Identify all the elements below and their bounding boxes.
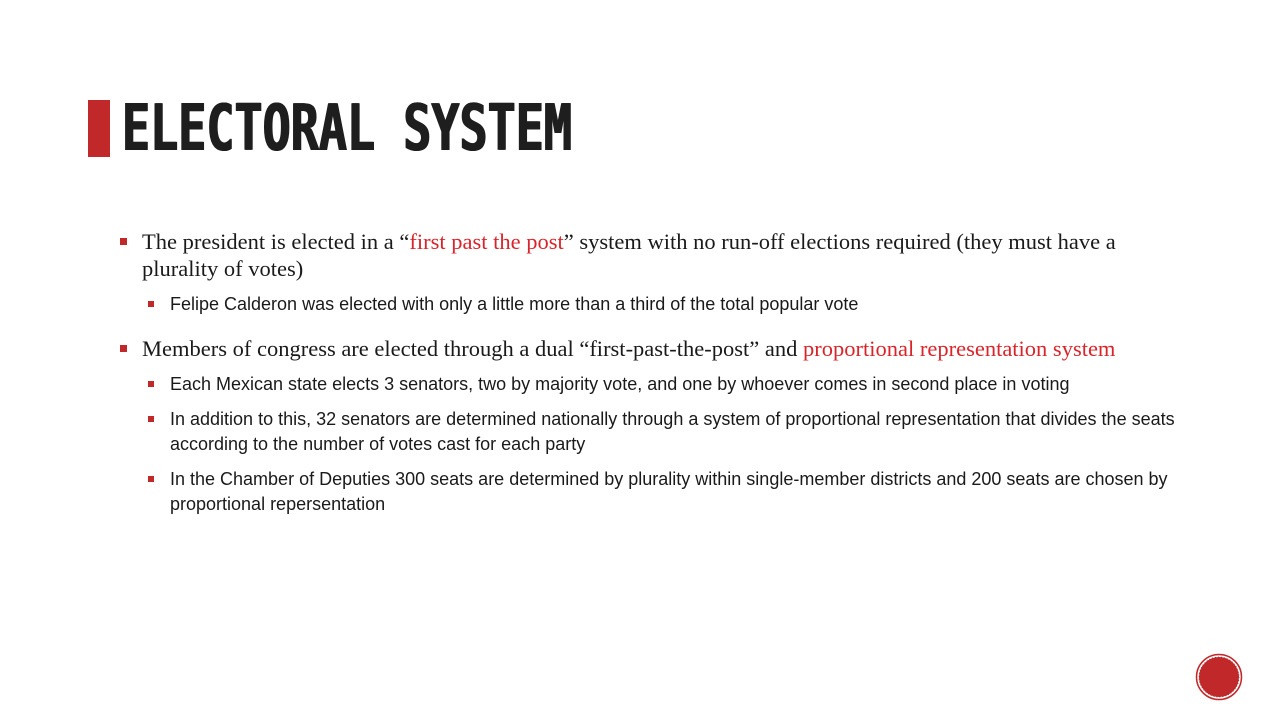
- bullet-level2-national-senators: [148, 407, 1180, 457]
- bullet-text-post: ” system with no run-off elections required (they must have a plurality of votes): [142, 229, 1116, 281]
- square-bullet-icon: [148, 416, 154, 422]
- bullet-level2-calderon: [148, 292, 1180, 317]
- bullet-text: Each Mexican state elects 3 senators, two by majority vote, and one by whoever comes in second place in voting: [170, 374, 1070, 394]
- circle-logo-icon: [1195, 653, 1243, 701]
- bullet-text: In the Chamber of Deputies 300 seats are determined by plurality within single-member districts and 200 seats are chosen by proportional repersentation: [170, 469, 1168, 514]
- bullet-level1-president: [120, 228, 1180, 282]
- bullet-level1-congress: [120, 335, 1180, 362]
- bullet-text-highlight: proportional representation system: [803, 336, 1116, 361]
- square-bullet-icon: [148, 381, 154, 387]
- bullet-level2-chamber-deputies: [148, 467, 1180, 517]
- bullet-level2-state-senators: [148, 372, 1180, 397]
- bullet-text-highlight: first past the post: [409, 229, 564, 254]
- square-bullet-icon: [120, 345, 127, 352]
- slide-content: [120, 228, 1180, 527]
- square-bullet-icon: [148, 476, 154, 482]
- square-bullet-icon: [120, 238, 127, 245]
- slide-title: ELECTORAL SYSTEM: [122, 92, 573, 166]
- bullet-text: Felipe Calderon was elected with only a little more than a third of the total popular vote: [170, 294, 859, 314]
- bullet-text: In addition to this, 32 senators are determined nationally through a system of proportional representation that divides the seats according to the number of votes cast for each party: [170, 409, 1175, 454]
- title-accent-bar: [88, 100, 110, 157]
- bullet-text-pre: Members of congress are elected through a dual “first-past-the-post” and: [142, 336, 804, 361]
- bullet-text-pre: The president is elected in a “: [142, 229, 410, 254]
- square-bullet-icon: [148, 301, 154, 307]
